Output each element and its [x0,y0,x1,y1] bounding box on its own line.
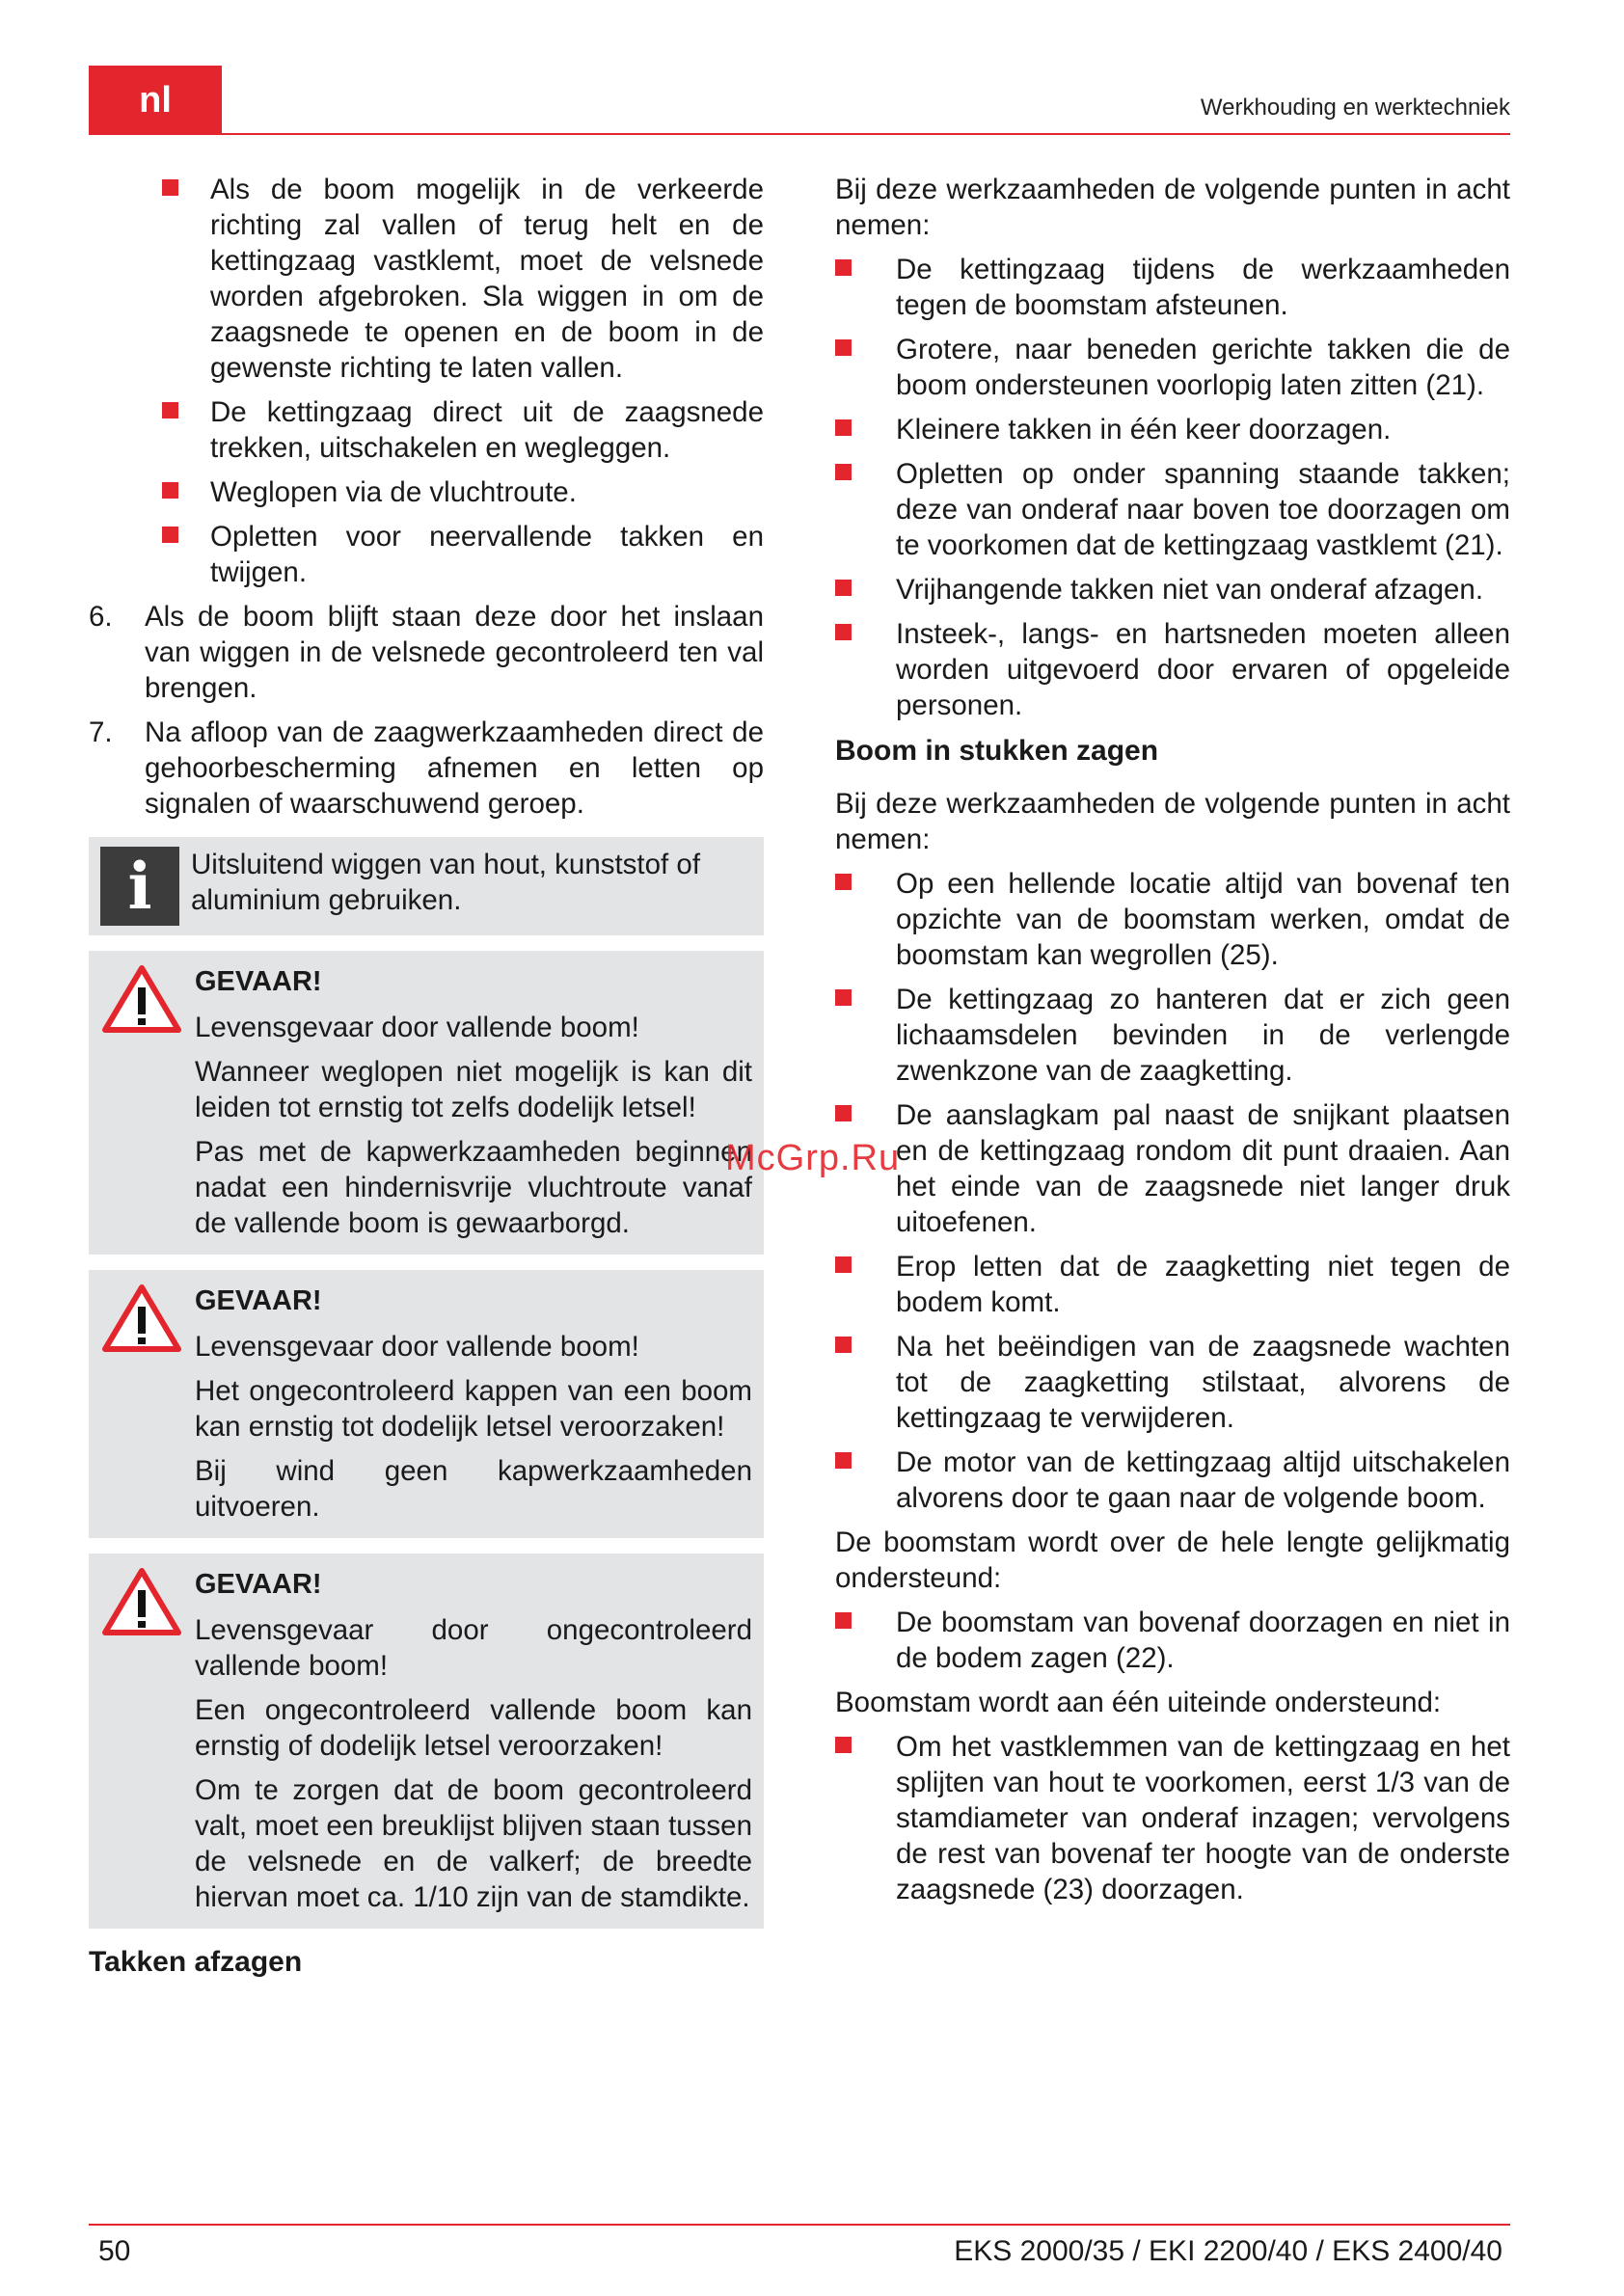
warning-line: Levensgevaar door ongecontroleerd vallende boom! [195,1614,752,1682]
step-item: 6. Als de boom blijft staan deze door het inslaan van wiggen in de velsnede gecontroleerd ten val brengen. [89,601,764,704]
list-item: Insteek-, langs- en hartsneden moeten alleen worden uitgevoerd door ervaren of opgeleide personen. [835,616,1510,723]
warning-line: Levensgevaar door vallende boom! [195,1012,639,1043]
square-bullet-icon [835,1256,852,1273]
list-item: Weglopen via de vluchtroute. [89,474,764,510]
full-support-list [835,1605,1510,1676]
square-bullet-icon [835,580,852,596]
intro-paragraph: Bij deze werkzaamheden de volgende punten in acht nemen: [835,174,1510,241]
footer-divider [89,2224,1510,2226]
info-box [89,837,764,935]
list-item: De kettingzaag zo hanteren dat er zich geen lichaamsdelen bevinden in de verlengde zwenkzone van de zaagketting. [835,982,1510,1089]
list-item: Opletten voor neervallende takken en twijgen. [89,519,764,590]
left-column [89,172,764,1997]
list-item: Erop letten dat de zaagketting niet tegen de bodem komt. [835,1249,1510,1320]
numbered-steps [89,599,764,822]
warning-line: Levensgevaar door vallende boom! [195,1331,639,1363]
language-tab: nl [89,66,222,135]
header-divider [89,133,1510,135]
model-name: EKS 2000/35 / EKI 2200/40 / EKS 2400/40 [954,2235,1502,2267]
warning-line: Het ongecontroleerd kappen van een boom kan ernstig tot dodelijk letsel veroorzaken! [195,1375,752,1443]
square-bullet-icon [835,339,852,356]
intro-paragraph: Bij deze werkzaamheden de volgende punten in acht nemen: [835,788,1510,855]
square-bullet-icon [835,1337,852,1353]
support-paragraph: Boomstam wordt aan één uiteinde ondersteund: [835,1687,1442,1718]
warning-line: Wanneer weglopen niet mogelijk is kan dit leiden tot ernstig tot zelfs dodelijk letsel! [195,1056,752,1123]
pieces-bullet-list [835,866,1510,1516]
list-item: De boomstam van bovenaf doorzagen en niet in de bodem zagen (22). [835,1605,1510,1676]
square-bullet-icon [162,402,178,419]
square-bullet-icon [835,1612,852,1629]
square-bullet-icon [162,179,178,196]
warning-body [195,1567,752,1915]
warning-line: Bij wind geen kapwerkzaamheden uitvoeren. [195,1455,752,1523]
warning-line: Pas met de kapwerkzaamheden beginnen nadat een hindernisvrije vluchtroute vanaf de vallende boom is gewaarborgd. [195,1136,752,1239]
list-item: Vrijhangende takken niet van onderaf afzagen. [835,572,1510,608]
square-bullet-icon [162,527,178,543]
square-bullet-icon [835,989,852,1006]
warning-box [89,1553,764,1929]
square-bullet-icon [835,259,852,276]
warning-triangle-icon [102,1283,181,1353]
list-item: De kettingzaag tijdens de werkzaamheden tegen de boomstam afsteunen. [835,252,1510,323]
list-item: De kettingzaag direct uit de zaagsnede trekken, uitschakelen en wegleggen. [89,394,764,466]
square-bullet-icon [835,464,852,480]
branch-bullet-list [835,252,1510,723]
heading-branches: Takken afzagen [89,1946,303,1978]
heading-pieces: Boom in stukken zagen [835,735,1159,767]
list-item: Grotere, naar beneden gerichte takken die de boom ondersteunen voorlopig laten zitten (21). [835,332,1510,403]
info-text: Uitsluitend wiggen van hout, kunststof of aluminium gebruiken. [191,849,701,916]
support-paragraph: De boomstam wordt over de hele lengte gelijkmatig ondersteund: [835,1526,1510,1594]
warning-line: Een ongecontroleerd vallende boom kan ernstig of dodelijk letsel veroorzaken! [195,1694,752,1762]
square-bullet-icon [835,1737,852,1753]
square-bullet-icon [162,482,178,499]
warning-line: Om te zorgen dat de boom gecontroleerd valt, moet een breuklijst blijven staan tussen de velsnede en de valkerf; de breedte hiervan moet ca. 1/10 zijn van de stamdikte. [195,1774,752,1913]
warning-title: GEVAAR! [195,1569,322,1600]
warning-triangle-icon [102,1567,181,1636]
list-item: Om het vastklemmen van de kettingzaag en het splijten van hout te voorkomen, eerst 1/3 van de stamdiameter van onderaf inzagen; vervolgens de rest van bovenaf ter hoogte van de onderste zaagsnede (23) doorzagen. [835,1729,1510,1907]
square-bullet-icon [835,1452,852,1469]
list-item: Kleinere takken in één keer doorzagen. [835,412,1510,447]
list-item: Opletten op onder spanning staande takken; deze van onderaf naar boven toe doorzagen om te voorkomen dat de kettingzaag vastklemt (21). [835,456,1510,563]
list-item: Op een hellende locatie altijd van bovenaf ten opzichte van de boomstam werken, omdat de boomstam kan wegrollen (25). [835,866,1510,973]
right-column [835,172,1510,1916]
list-item: De aanslagkam pal naast de snijkant plaatsen en de kettingzaag rondom dit punt draaien. Aan het einde van de zaagsnede niet langer druk uitoefenen. [835,1097,1510,1240]
warning-body [195,964,752,1241]
end-support-list [835,1729,1510,1907]
list-item: Als de boom mogelijk in de verkeerde richting zal vallen of terug helt en de kettingzaag vastklemt, moet de velsnede worden afgebroken. Sla wiggen in om de zaagsnede te openen en de boom in de gewenste richting te laten vallen. [89,172,764,386]
info-icon: i [100,847,179,926]
square-bullet-icon [835,874,852,890]
list-item: Na het beëindigen van de zaagsnede wachten tot de zaagketting stilstaat, alvorens de kettingzaag te verwijderen. [835,1329,1510,1436]
list-item: De motor van de kettingzaag altijd uitschakelen alvorens door te gaan naar de volgende boom. [835,1445,1510,1516]
square-bullet-icon [835,419,852,436]
warning-title: GEVAAR! [195,966,322,997]
warning-body [195,1283,752,1525]
square-bullet-icon [835,624,852,640]
left-bullet-list [89,172,764,590]
page-number: 50 [98,2235,131,2267]
warning-title: GEVAAR! [195,1285,322,1316]
warning-box [89,951,764,1255]
watermark: McGrp.Ru [725,1138,901,1178]
warning-triangle-icon [102,964,181,1034]
section-title: Werkhouding en werktechniek [1200,95,1510,121]
warning-box [89,1270,764,1538]
square-bullet-icon [835,1105,852,1121]
step-item: 7. Na afloop van de zaagwerkzaamheden direct de gehoorbescherming afnemen en letten op signalen of waarschuwend geroep. [89,716,764,820]
